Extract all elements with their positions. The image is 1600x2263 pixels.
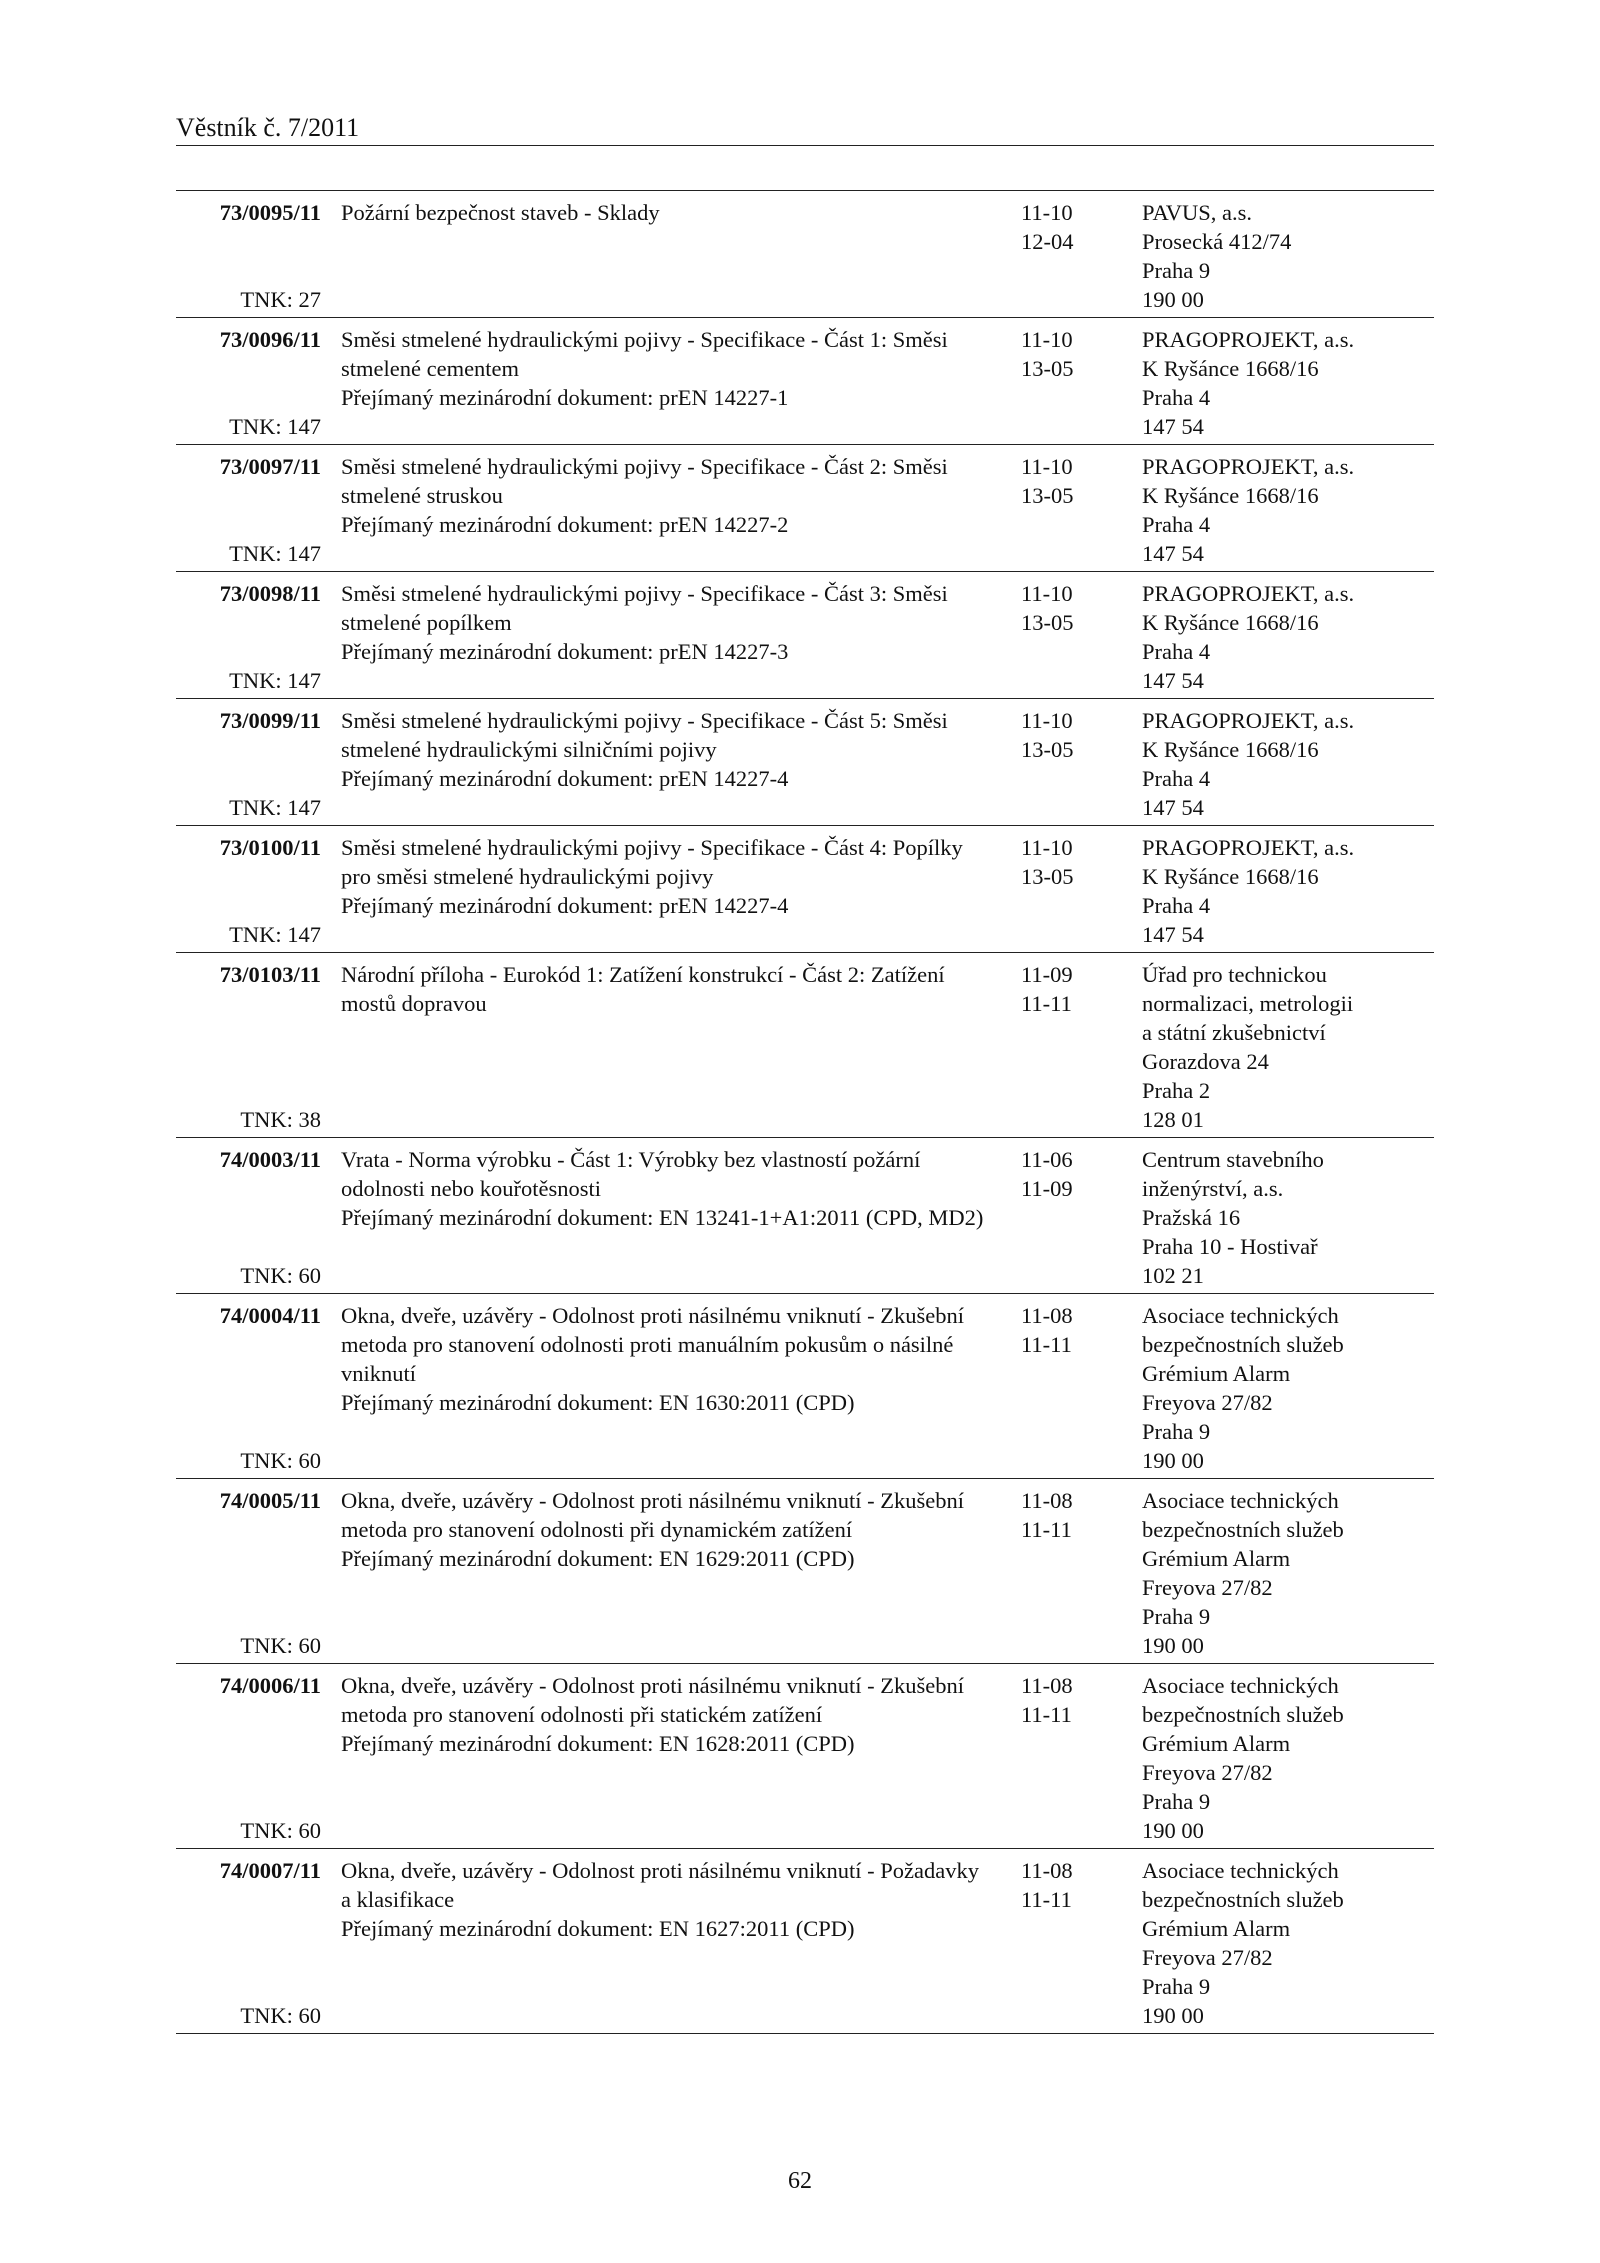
entry-org-line: K Ryšánce 1668/16 [1142,483,1319,508]
entry-date: 11-10 [1021,708,1073,733]
entry-organization [1136,1486,1434,1660]
entry-dates [1021,198,1136,314]
entry-dates [1021,1145,1136,1290]
entry-title-line: metoda pro stanovení odolnosti proti manuálním pokusům o násilné [341,1332,954,1357]
entry-org-line: Praha 4 [1142,639,1211,664]
entry-code: 73/0097/11 [219,454,321,479]
entry-tnk: TNK: 38 [240,1107,321,1132]
entry-org-line: Asociace technických [1142,1488,1339,1513]
entry-org-line: K Ryšánce 1668/16 [1142,356,1319,381]
entry-title-line: Přejímaný mezinárodní dokument: EN 1630:2011 (CPD) [341,1390,855,1415]
entry-code-column [176,1301,321,1475]
entry-title-line: Přejímaný mezinárodní dokument: prEN 14227-3 [341,639,789,664]
standard-entry [176,318,1434,445]
entry-organization [1136,1145,1434,1290]
entry-title [321,960,1021,1134]
entry-code-column [176,198,321,314]
entry-code: 73/0098/11 [219,581,321,606]
standard-entry [176,1138,1434,1294]
entry-tnk: TNK: 60 [240,2003,321,2028]
entry-org-line: a státní zkušebnictví [1142,1020,1326,1045]
entry-title [321,1145,1021,1290]
entry-org-line: PRAGOPROJEKT, a.s. [1142,454,1355,479]
entry-code-column [176,1486,321,1660]
entry-title-line: Přejímaný mezinárodní dokument: prEN 14227-4 [341,766,789,791]
entry-dates [1021,452,1136,568]
standard-entry [176,826,1434,953]
entry-organization [1136,706,1434,822]
standard-entry [176,1849,1434,2034]
entry-organization [1136,579,1434,695]
entry-date: 11-09 [1021,962,1073,987]
entry-org-line: 190 00 [1142,1448,1204,1473]
entry-org-line: normalizaci, metrologii [1142,991,1354,1016]
entry-title-line: odolnosti nebo kouřotěsnosti [341,1176,601,1201]
entry-org-line: Gorazdova 24 [1142,1049,1269,1074]
entry-organization [1136,198,1434,314]
entry-title [321,1856,1021,2030]
entry-org-line: K Ryšánce 1668/16 [1142,864,1319,889]
entry-tnk: TNK: 60 [240,1263,321,1288]
entry-date: 12-04 [1021,229,1074,254]
entry-title-line: mostů dopravou [341,991,487,1016]
entry-date: 11-08 [1021,1488,1073,1513]
standard-entry [176,699,1434,826]
entry-org-line: Asociace technických [1142,1303,1339,1328]
entry-org-line: Praha 9 [1142,1604,1211,1629]
entry-org-line: K Ryšánce 1668/16 [1142,737,1319,762]
entry-org-line: Asociace technických [1142,1858,1339,1883]
entry-date: 13-05 [1021,737,1074,762]
entry-org-line: Praha 2 [1142,1078,1211,1103]
entry-date: 13-05 [1021,610,1074,635]
header-divider [176,145,1434,146]
entry-org-line: K Ryšánce 1668/16 [1142,610,1319,635]
entry-organization [1136,452,1434,568]
entry-org-line: Praha 4 [1142,766,1211,791]
entry-org-line: Praha 9 [1142,258,1211,283]
entry-title-line: a klasifikace [341,1887,455,1912]
standard-entry [176,445,1434,572]
entry-org-line: Prosecká 412/74 [1142,229,1292,254]
entry-title [321,833,1021,949]
entry-code-column [176,960,321,1134]
entry-title-line: stmelené popílkem [341,610,512,635]
entry-code: 73/0103/11 [219,962,321,987]
entry-org-line: Centrum stavebního [1142,1147,1324,1172]
entry-title [321,1671,1021,1845]
entry-org-line: Freyova 27/82 [1142,1390,1273,1415]
entry-date: 13-05 [1021,483,1074,508]
entry-title-line: Směsi stmelené hydraulickými pojivy - Specifikace - Část 5: Směsi [341,708,948,733]
entry-dates [1021,1301,1136,1475]
entry-dates [1021,833,1136,949]
entry-dates [1021,1671,1136,1845]
entry-date: 11-11 [1021,1517,1072,1542]
entry-org-line: 147 54 [1142,668,1204,693]
entry-organization [1136,1301,1434,1475]
entry-title-line: Přejímaný mezinárodní dokument: EN 1629:2011 (CPD) [341,1546,855,1571]
entry-organization [1136,960,1434,1134]
entry-tnk: TNK: 147 [229,922,321,947]
standard-entry [176,1479,1434,1664]
entry-title-line: vniknutí [341,1361,417,1386]
entry-org-line: Praha 9 [1142,1419,1211,1444]
entry-title-line: Přejímaný mezinárodní dokument: prEN 14227-2 [341,512,789,537]
entry-title [321,706,1021,822]
entry-org-line: Asociace technických [1142,1673,1339,1698]
entry-organization [1136,325,1434,441]
entry-title-line: Požární bezpečnost staveb - Sklady [341,200,660,225]
entry-date: 11-08 [1021,1673,1073,1698]
entry-org-line: 147 54 [1142,414,1204,439]
entry-title-line: pro směsi stmelené hydraulickými pojivy [341,864,714,889]
entry-title-line: Okna, dveře, uzávěry - Odolnost proti násilnému vniknutí - Zkušební [341,1673,964,1698]
entry-org-line: 147 54 [1142,541,1204,566]
entry-dates [1021,960,1136,1134]
entry-org-line: 128 01 [1142,1107,1204,1132]
entry-title-line: Přejímaný mezinárodní dokument: EN 1628:2011 (CPD) [341,1731,855,1756]
standard-entry [176,953,1434,1138]
entry-title [321,325,1021,441]
entry-date: 11-06 [1021,1147,1073,1172]
entry-code: 74/0004/11 [219,1303,321,1328]
entry-date: 11-11 [1021,1887,1072,1912]
entry-title-line: Směsi stmelené hydraulickými pojivy - Specifikace - Část 3: Směsi [341,581,948,606]
entry-org-line: 147 54 [1142,795,1204,820]
entry-title-line: Okna, dveře, uzávěry - Odolnost proti násilnému vniknutí - Zkušební [341,1303,964,1328]
entry-date: 11-09 [1021,1176,1073,1201]
entry-org-line: Praha 4 [1142,893,1211,918]
entry-title-line: Přejímaný mezinárodní dokument: prEN 14227-4 [341,893,789,918]
entry-title-line: stmelené cementem [341,356,520,381]
entry-title-line: metoda pro stanovení odolnosti při dynamickém zatížení [341,1517,853,1542]
entry-org-line: Praha 10 - Hostivař [1142,1234,1318,1259]
entry-org-line: bezpečnostních služeb [1142,1702,1344,1727]
entry-org-line: PRAGOPROJEKT, a.s. [1142,708,1355,733]
entry-title-line: Okna, dveře, uzávěry - Odolnost proti násilnému vniknutí - Požadavky [341,1858,979,1883]
entry-org-line: 190 00 [1142,2003,1204,2028]
entry-title-line: Národní příloha - Eurokód 1: Zatížení konstrukcí - Část 2: Zatížení [341,962,945,987]
entry-code-column [176,325,321,441]
entry-org-line: Freyova 27/82 [1142,1575,1273,1600]
entry-org-line: PRAGOPROJEKT, a.s. [1142,835,1355,860]
entry-tnk: TNK: 27 [240,287,321,312]
entry-date: 11-10 [1021,327,1073,352]
entry-org-line: Praha 9 [1142,1974,1211,1999]
entry-title-line: Okna, dveře, uzávěry - Odolnost proti násilnému vniknutí - Zkušební [341,1488,964,1513]
entry-date: 13-05 [1021,356,1074,381]
entry-code-column [176,1856,321,2030]
entry-organization [1136,1856,1434,2030]
entry-code: 73/0096/11 [219,327,321,352]
entry-date: 11-08 [1021,1303,1073,1328]
standards-list [176,190,1434,2034]
entry-title-line: Směsi stmelené hydraulickými pojivy - Specifikace - Část 1: Směsi [341,327,948,352]
entry-org-line: Freyova 27/82 [1142,1760,1273,1785]
entry-date: 11-11 [1021,1702,1072,1727]
entry-code-column [176,579,321,695]
entry-dates [1021,1856,1136,2030]
entry-title [321,1301,1021,1475]
entry-code: 73/0095/11 [219,200,321,225]
entry-date: 11-10 [1021,581,1073,606]
entry-title [321,198,1021,314]
entry-org-line: PAVUS, a.s. [1142,200,1253,225]
entry-org-line: PRAGOPROJEKT, a.s. [1142,327,1355,352]
entry-org-line: Grémium Alarm [1142,1546,1291,1571]
entry-dates [1021,579,1136,695]
entry-title-line: Směsi stmelené hydraulickými pojivy - Specifikace - Část 2: Směsi [341,454,948,479]
entry-title-line: Směsi stmelené hydraulickými pojivy - Specifikace - Část 4: Popílky [341,835,963,860]
entry-tnk: TNK: 147 [229,414,321,439]
entry-org-line: Praha 9 [1142,1789,1211,1814]
entry-date: 13-05 [1021,864,1074,889]
standard-entry [176,572,1434,699]
standard-entry [176,1664,1434,1849]
entry-code: 73/0100/11 [219,835,321,860]
entry-code-column [176,833,321,949]
entry-org-line: Freyova 27/82 [1142,1945,1273,1970]
page-number: 62 [788,2168,812,2194]
entry-code-column [176,1671,321,1845]
entry-code: 74/0005/11 [219,1488,321,1513]
entry-org-line: Grémium Alarm [1142,1731,1291,1756]
standard-entry [176,1294,1434,1479]
page-header-title: Věstník č. 7/2011 [176,113,360,142]
entry-org-line: Praha 4 [1142,385,1211,410]
entry-title-line: Vrata - Norma výrobku - Část 1: Výrobky bez vlastností požární [341,1147,921,1172]
entry-code: 74/0007/11 [219,1858,321,1883]
entry-org-line: bezpečnostních služeb [1142,1517,1344,1542]
entry-tnk: TNK: 60 [240,1448,321,1473]
entry-org-line: Grémium Alarm [1142,1916,1291,1941]
entry-org-line: 147 54 [1142,922,1204,947]
entry-org-line: Pražská 16 [1142,1205,1241,1230]
entry-code-column [176,1145,321,1290]
entry-dates [1021,1486,1136,1660]
entry-organization [1136,1671,1434,1845]
entry-date: 11-10 [1021,200,1073,225]
entry-org-line: Úřad pro technickou [1142,962,1327,987]
entry-tnk: TNK: 60 [240,1633,321,1658]
entry-tnk: TNK: 147 [229,541,321,566]
entry-code: 74/0006/11 [219,1673,321,1698]
entry-tnk: TNK: 147 [229,668,321,693]
entry-organization [1136,833,1434,949]
entry-date: 11-11 [1021,991,1072,1016]
entry-code-column [176,706,321,822]
entry-tnk: TNK: 60 [240,1818,321,1843]
entry-code: 74/0003/11 [219,1147,321,1172]
entry-title [321,1486,1021,1660]
entry-title-line: metoda pro stanovení odolnosti při statickém zatížení [341,1702,823,1727]
entry-title-line: stmelené hydraulickými silničními pojivy [341,737,717,762]
entry-title-line: Přejímaný mezinárodní dokument: EN 1627:2011 (CPD) [341,1916,855,1941]
entry-org-line: 102 21 [1142,1263,1204,1288]
entry-org-line: Grémium Alarm [1142,1361,1291,1386]
entry-code-column [176,452,321,568]
standard-entry [176,191,1434,318]
entry-org-line: PRAGOPROJEKT, a.s. [1142,581,1355,606]
entry-title [321,452,1021,568]
entry-org-line: bezpečnostních služeb [1142,1332,1344,1357]
entry-org-line: 190 00 [1142,1818,1204,1843]
entry-title-line: Přejímaný mezinárodní dokument: prEN 14227-1 [341,385,789,410]
entry-dates [1021,706,1136,822]
entry-org-line: Praha 4 [1142,512,1211,537]
entry-org-line: bezpečnostních služeb [1142,1887,1344,1912]
entry-date: 11-10 [1021,835,1073,860]
entry-title [321,579,1021,695]
entry-dates [1021,325,1136,441]
entry-org-line: 190 00 [1142,287,1204,312]
entry-title-line: Přejímaný mezinárodní dokument: EN 13241-1+A1:2011 (CPD, MD2) [341,1205,984,1230]
entry-org-line: 190 00 [1142,1633,1204,1658]
entry-code: 73/0099/11 [219,708,321,733]
entry-date: 11-08 [1021,1858,1073,1883]
entry-tnk: TNK: 147 [229,795,321,820]
entry-title-line: stmelené struskou [341,483,503,508]
entry-org-line: inženýrství, a.s. [1142,1176,1284,1201]
entry-date: 11-11 [1021,1332,1072,1357]
entry-date: 11-10 [1021,454,1073,479]
